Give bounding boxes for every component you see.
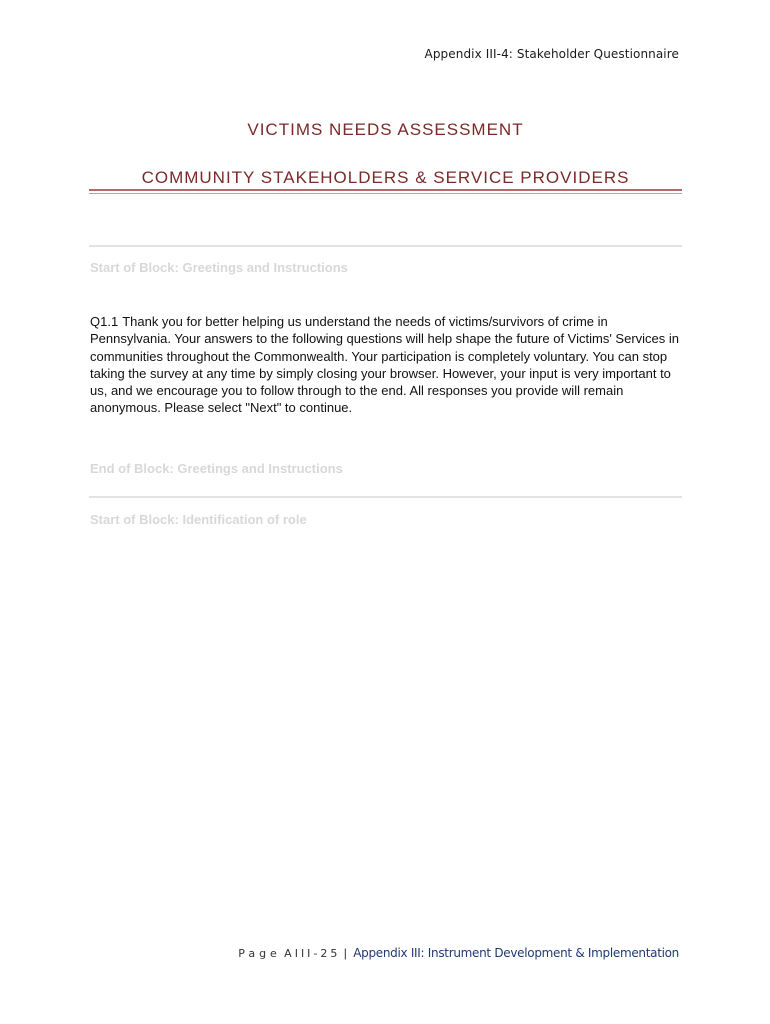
block-start-label: Start of Block: Identification of role: [90, 512, 307, 527]
question-id: Q1.1: [90, 314, 119, 329]
running-header: Appendix III-4: Stakeholder Questionnaire: [424, 47, 679, 61]
page-word: Page: [238, 947, 281, 960]
question-text: Thank you for better helping us understand the needs of victims/survivors of crime in Pennsylvania. Your answers to the following questions will help shape the future of Victims' Services in communities throughout the Commonwealth. Your participation is completely voluntary. You can stop taking the survey at any time by simply closing your browser. However, your input is very important to us, and we encourage you to follow through to the end. All responses you provide will remain anonymous. Please select "Next" to continue.: [90, 314, 680, 416]
block-end-label: End of Block: Greetings and Instructions: [90, 461, 343, 476]
page-number: AIII-25: [284, 947, 341, 960]
block-divider: [89, 496, 682, 498]
title-line-1: VICTIMS NEEDS ASSESSMENT: [247, 120, 524, 139]
title-rule: [89, 189, 682, 191]
title-line-2: COMMUNITY STAKEHOLDERS & SERVICE PROVIDERS: [141, 168, 630, 187]
block-start-label: Start of Block: Greetings and Instructions: [90, 260, 348, 275]
footer-separator: |: [343, 946, 347, 960]
question-q1-1: [90, 313, 682, 417]
block-divider: [89, 245, 682, 247]
page-footer: [238, 946, 679, 960]
document-title: [89, 118, 682, 190]
title-rule-thin: [89, 193, 682, 194]
appendix-title: Appendix III: Instrument Development & Implementation: [353, 946, 679, 960]
